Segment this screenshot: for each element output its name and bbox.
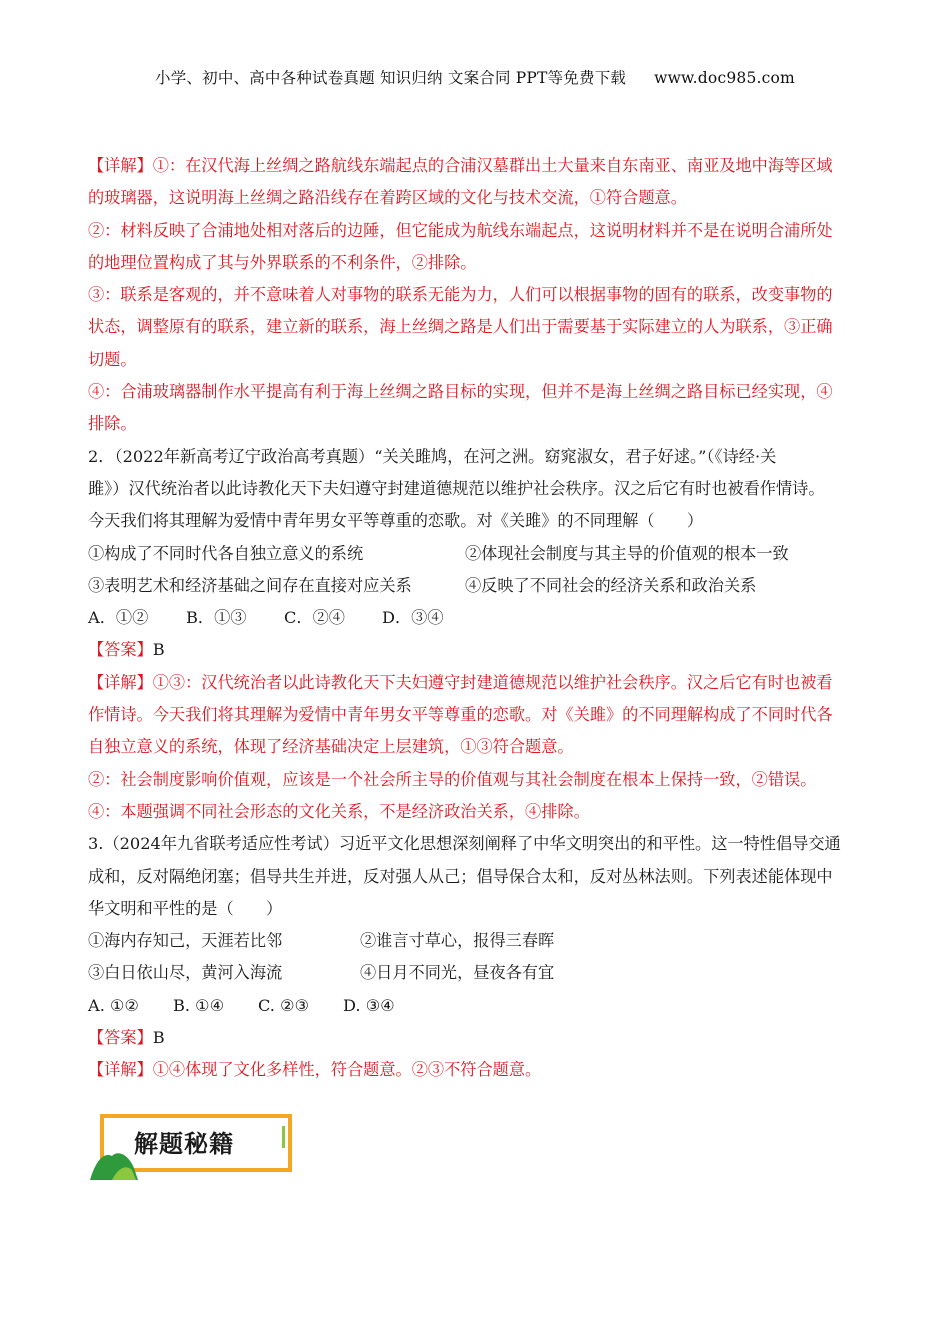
q3-stem-line: 成和，反对隔绝闭塞；倡导共生并进，反对强人从己；倡导保合太和，反对丛林法则。下列表述能体现中 <box>88 866 833 886</box>
q2-choice: D．③④ <box>382 608 444 628</box>
q2-stem-line: 2．（2022年新高考辽宁政治高考真题）“关关雎鸠，在河之洲。窈窕淑女，君子好逑。”（《诗经·关 <box>88 446 777 466</box>
q1-detail-line: 【详解】①：在汉代海上丝绸之路航线东端起点的合浦汉墓群出土大量来自东南亚、南亚及地中海等区域 <box>88 156 833 175</box>
q3-detail <box>88 1054 863 1086</box>
q1-detail-line: 的玻璃器，这说明海上丝绸之路沿线存在着跨区域的文化与技术交流，①符合题意。 <box>88 188 687 208</box>
q1-detail-line: ③：联系是客观的，并不意味着人对事物的联系无能为力，人们可以根据事物的固有的联系，改变事物的 <box>88 285 833 305</box>
q3-choice: A. ①② <box>88 995 140 1015</box>
q1-detail-line: 排除。 <box>88 414 137 434</box>
q3-stem <box>88 828 863 925</box>
q3-choices <box>88 990 863 1022</box>
badge-accent-line <box>282 1126 285 1148</box>
answer-value: B <box>152 1028 165 1048</box>
header-site: www.doc985.com <box>654 69 795 87</box>
q2-stem <box>88 441 863 538</box>
badge-title: 解题秘籍 <box>134 1130 234 1158</box>
q2-options-row <box>88 570 863 602</box>
q2-detail-line: ②：社会制度影响价值观，应该是一个社会所主导的价值观与其社会制度在根本上保持一致，②错误。 <box>88 769 817 789</box>
q2-option: ②体现社会制度与其主导的价值观的根本一致 <box>465 543 789 563</box>
q3-options-row <box>88 925 863 957</box>
q3-option: ④日月不同光，昼夜各有宜 <box>360 963 555 983</box>
q3-option: ③白日依山尽，黄河入海流 <box>88 963 283 983</box>
document-body <box>88 150 863 1087</box>
q2-option: ①构成了不同时代各自独立意义的系统 <box>88 543 364 563</box>
q1-detail <box>88 150 863 441</box>
hill-icon <box>90 1146 150 1180</box>
q2-stem-line: 今天我们将其理解为爱情中青年男女平等尊重的恋歌。对《关雎》的不同理解（ ） <box>88 511 704 531</box>
q2-stem-line: 雎》）汉代统治者以此诗教化天下夫妇遵守封建道德规范以维护社会秩序。汉之后它有时也被看作情诗。 <box>88 478 825 498</box>
q3-answer <box>88 1022 863 1054</box>
q1-detail-line: ④：合浦玻璃器制作水平提高有利于海上丝绸之路目标的实现，但并不是海上丝绸之路目标已经实现，④ <box>88 382 833 402</box>
q3-stem-line: 3.（2024年九省联考适应性考试）习近平文化思想深刻阐释了中华文明突出的和平性。这一特性倡导交通 <box>88 834 841 854</box>
q2-options-row <box>88 538 863 570</box>
q2-detail-line: 自独立意义的系统，体现了经济基础决定上层建筑，①③符合题意。 <box>88 737 574 757</box>
q3-detail-line: 【详解】①④体现了文化多样性，符合题意。②③不符合题意。 <box>88 1060 542 1080</box>
q3-option: ①海内存知己，天涯若比邻 <box>88 931 283 951</box>
q3-choice: B. ①④ <box>173 995 225 1015</box>
q2-choice: B．①③ <box>186 608 247 628</box>
header-text: 小学、初中、高中各种试卷真题 知识归纳 文案合同 PPT等免费下载 <box>155 69 627 87</box>
q2-detail-line: ④：本题强调不同社会形态的文化关系，不是经济政治关系，④排除。 <box>88 801 590 821</box>
q1-detail-line: ②：材料反映了合浦地处相对落后的边陲，但它能成为航线东端起点，这说明材料并不是在说明合浦所处 <box>88 220 833 240</box>
answer-tag: 【答案】 <box>88 1028 153 1048</box>
q2-detail <box>88 667 863 828</box>
q2-choice: A．①② <box>88 608 149 628</box>
q3-choice: C. ②③ <box>258 995 310 1015</box>
q3-option: ②谁言寸草心，报得三春晖 <box>360 931 555 951</box>
q3-choice: D. ③④ <box>343 995 395 1015</box>
q1-detail-line: 的地理位置构成了其与外界联系的不利条件，②排除。 <box>88 252 477 272</box>
q2-detail-line: 作情诗。今天我们将其理解为爱情中青年男女平等尊重的恋歌。对《关雎》的不同理解构成了不同时代各 <box>88 705 833 725</box>
q1-detail-line: 状态，调整原有的联系，建立新的联系，海上丝绸之路是人们出于需要基于实际建立的人为联系，③正确 <box>88 317 833 337</box>
section-badge <box>90 1112 300 1180</box>
q1-detail-line: 切题。 <box>88 349 137 369</box>
q2-choice: C．②④ <box>284 608 345 628</box>
q2-answer <box>88 634 863 666</box>
q2-detail-line: 【详解】①③：汉代统治者以此诗教化天下夫妇遵守封建道德规范以维护社会秩序。汉之后它有时也被看 <box>88 672 833 692</box>
answer-tag: 【答案】 <box>88 640 153 660</box>
q2-option: ③表明艺术和经济基础之间存在直接对应关系 <box>88 575 412 595</box>
q2-choices <box>88 602 863 634</box>
answer-value: B <box>152 640 165 660</box>
q2-option: ④反映了不同社会的经济关系和政治关系 <box>465 575 757 595</box>
q3-stem-line: 华文明和平性的是（ ） <box>88 898 283 918</box>
page-header <box>0 66 950 88</box>
q3-options-row <box>88 957 863 989</box>
